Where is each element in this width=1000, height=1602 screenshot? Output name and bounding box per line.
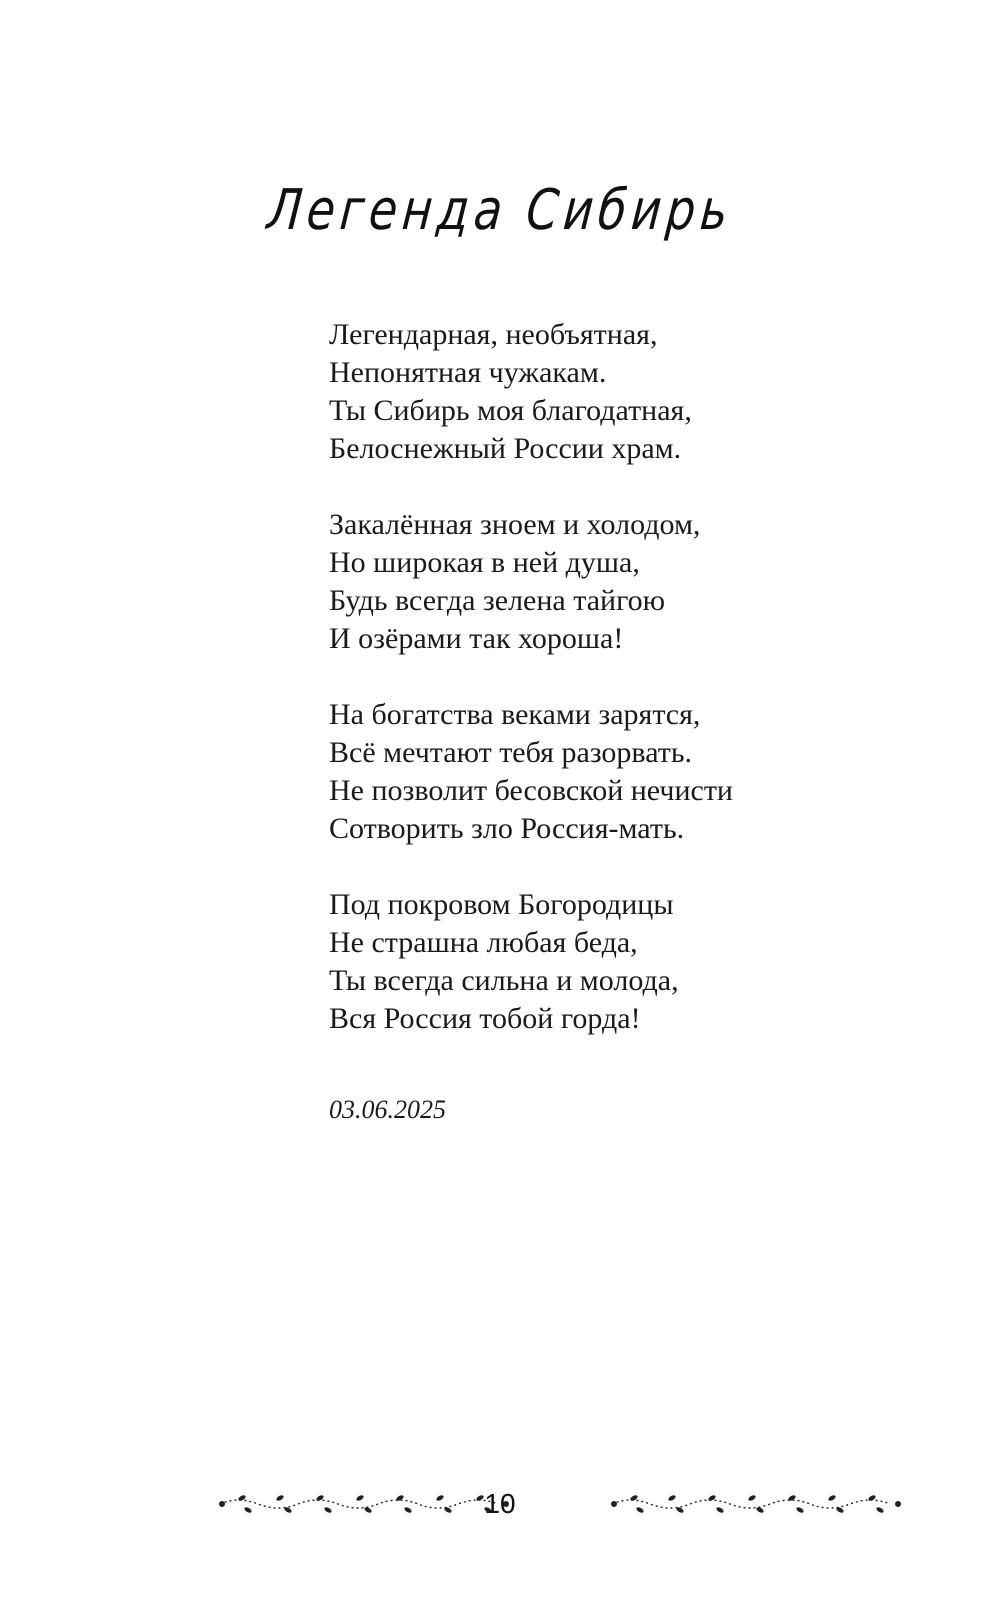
poem-line: Всё мечтают тебя разорвать. bbox=[329, 736, 693, 769]
stanza-1 bbox=[329, 316, 733, 468]
vine-ornament-icon bbox=[610, 1484, 910, 1524]
poem-line: Но широкая в ней душа, bbox=[329, 546, 640, 579]
poem-line: Непонятная чужакам. bbox=[329, 356, 607, 389]
poem-line: Не страшна любая беда, bbox=[329, 926, 638, 959]
poem-line: Ты Сибирь моя благодатная, bbox=[329, 394, 692, 427]
stanza-4 bbox=[329, 886, 733, 1038]
poem-line: Под покровом Богородицы bbox=[329, 888, 674, 921]
poem-line: На богатства веками зарятся, bbox=[329, 698, 701, 731]
poem-line: Легендарная, необъятная, bbox=[329, 318, 658, 351]
poem-line: Не позволит бесовской нечисти bbox=[329, 774, 733, 807]
poem-line: Закалённая зноем и холодом, bbox=[329, 508, 701, 541]
poem-line: И озёрами так хороша! bbox=[329, 622, 624, 655]
page-number: 10 bbox=[484, 1488, 516, 1519]
poem-line: Вся Россия тобой горда! bbox=[329, 1002, 641, 1035]
page-footer bbox=[0, 1484, 1000, 1524]
poem-title: Легенда Сибирь bbox=[264, 178, 736, 243]
stanza-2 bbox=[329, 506, 733, 658]
poem-date: 03.06.2025 bbox=[329, 1095, 446, 1124]
poem-line: Сотворить зло Россия-мать. bbox=[329, 812, 685, 845]
poem-body bbox=[329, 316, 733, 1076]
poem-line: Белоснежный России храм. bbox=[329, 432, 682, 465]
poem-line: Ты всегда сильна и молода, bbox=[329, 964, 679, 997]
poem-line: Будь всегда зелена тайгою bbox=[329, 584, 666, 617]
stanza-3 bbox=[329, 696, 733, 848]
